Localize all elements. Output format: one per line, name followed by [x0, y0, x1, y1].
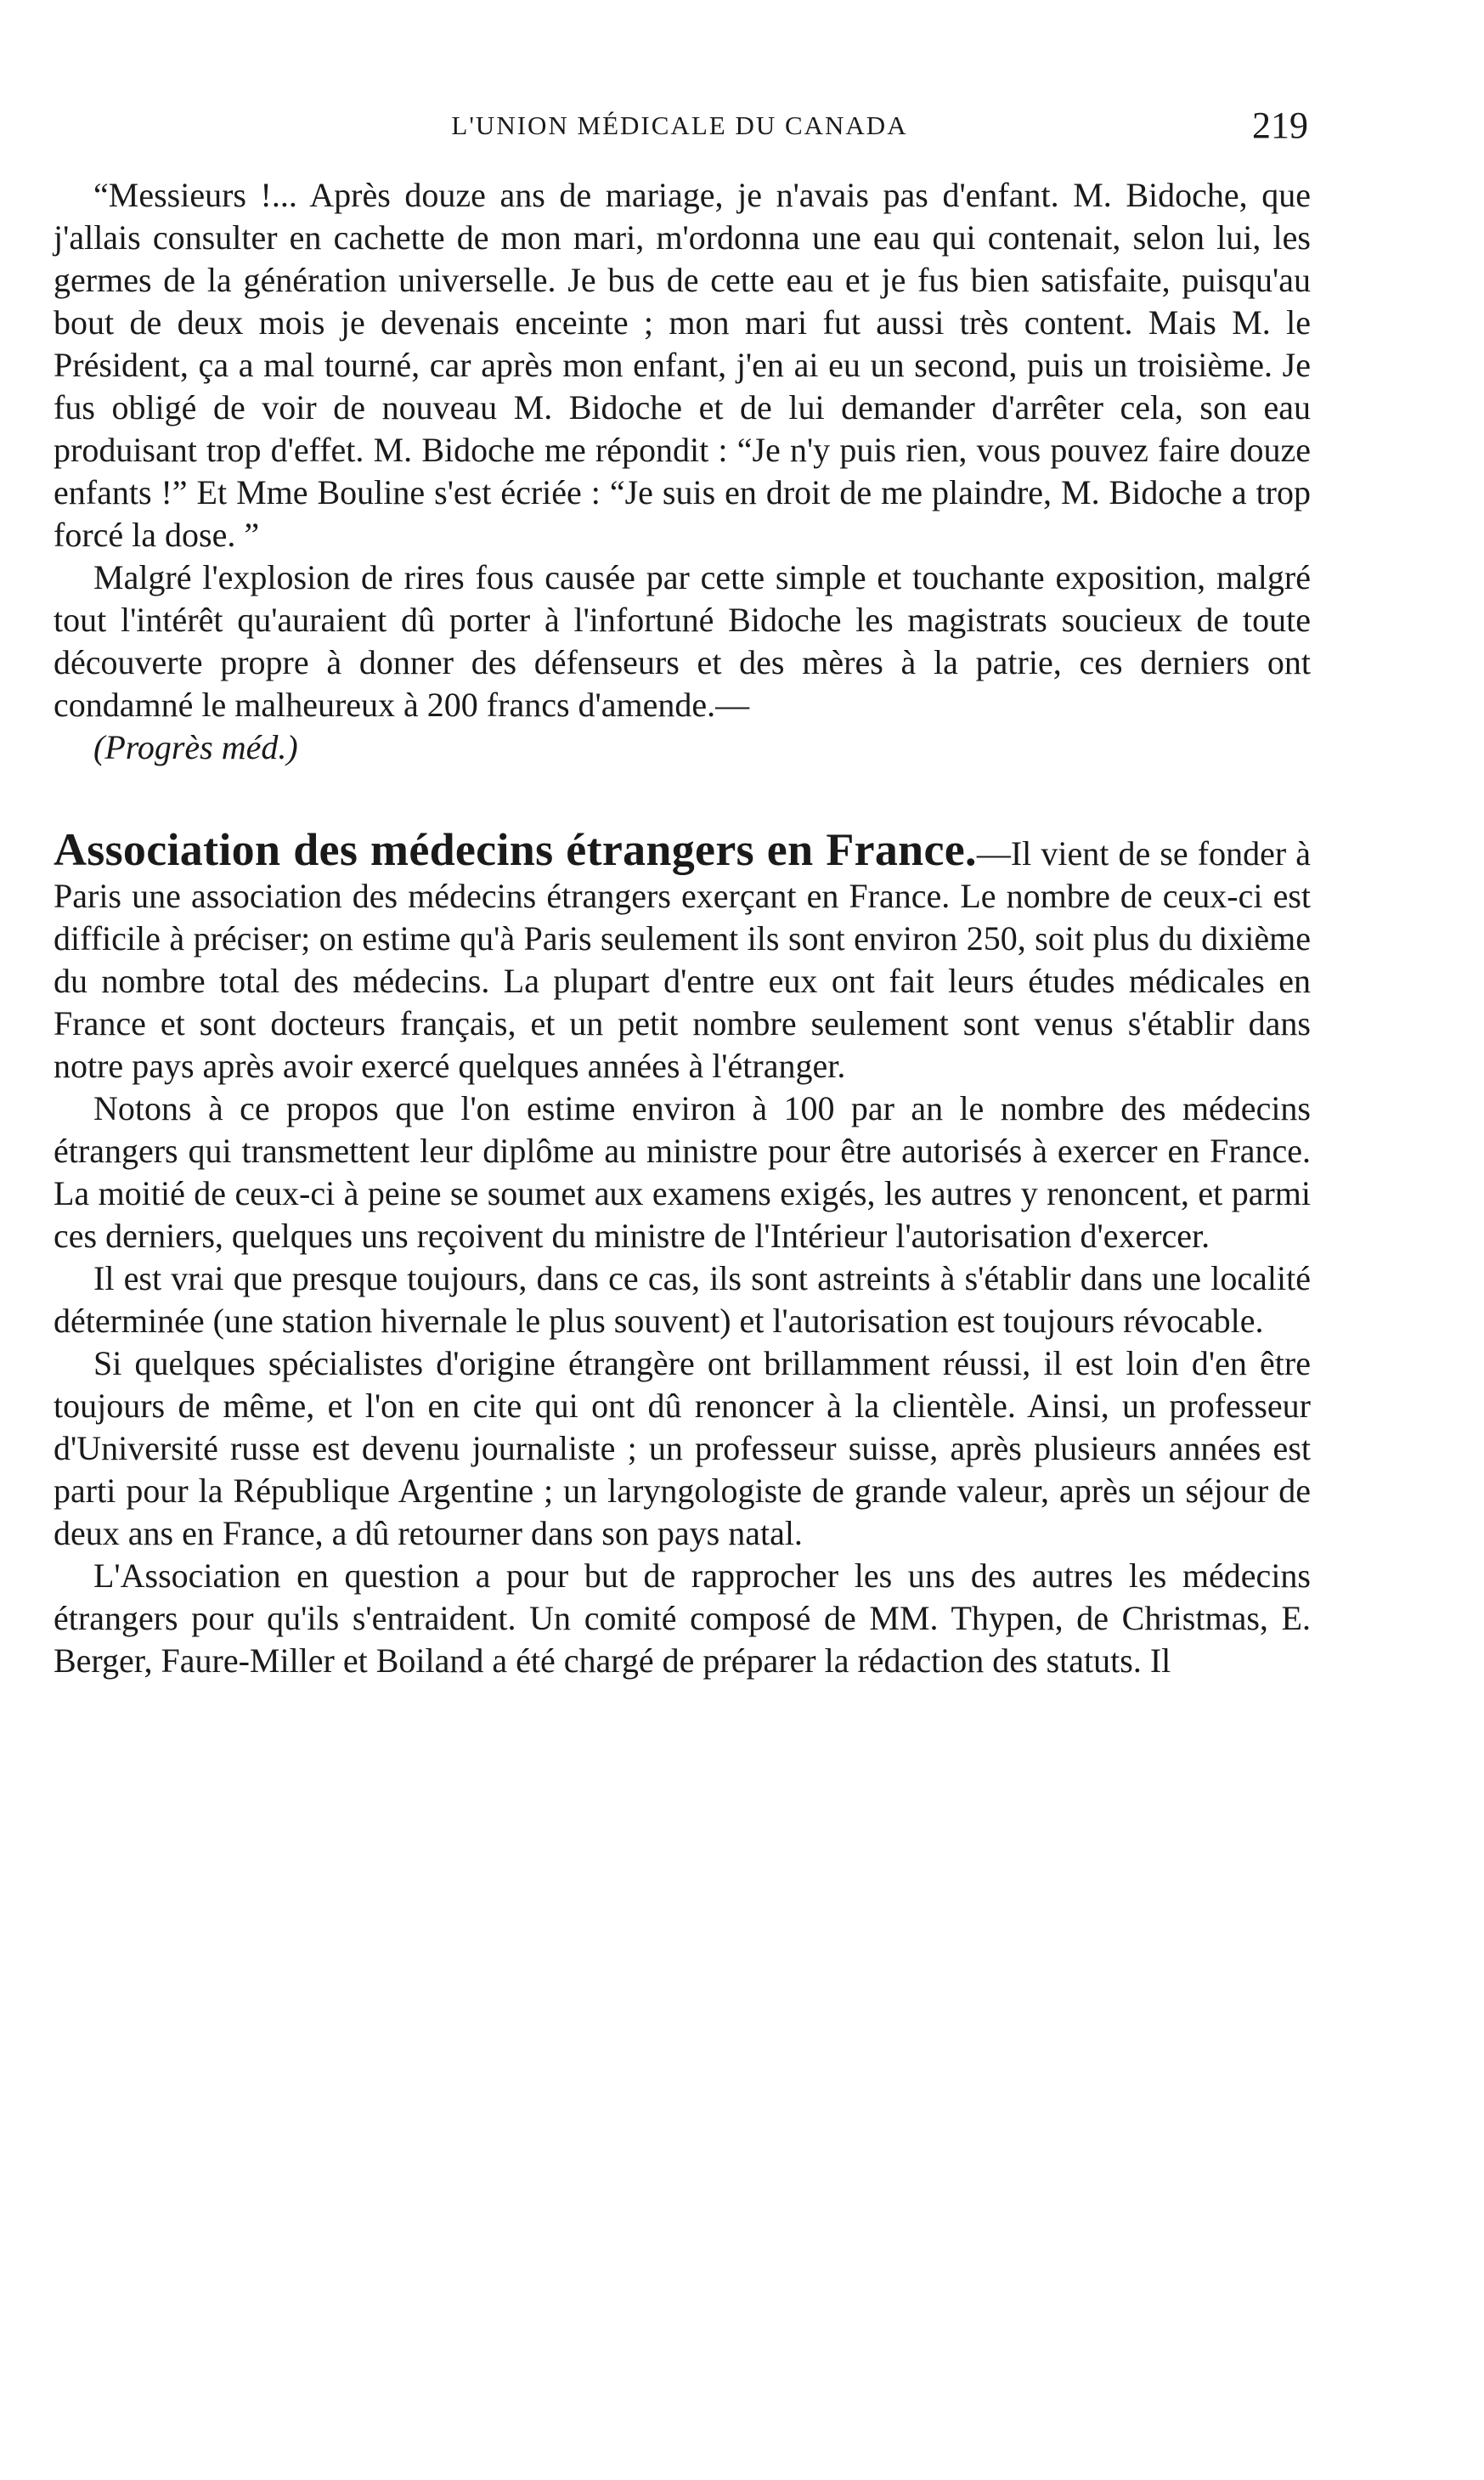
article-lead-text: —Il vient de se fonder à Paris une association des médecins étrangers exerçant en France. Le nombre de ceux-ci est difficile à préciser; on estime qu'à Paris seulement ils sont environ 250, soit plus du dixième du nombre total des médecins. La plupart d'entre eux ont fait leurs études médicales en France et sont docteurs français, et un petit nombre seulement sont venus s'établir dans notre pays après avoir exercé quelques années à l'étranger.	[54, 834, 1311, 1085]
verdict-paragraph: Malgré l'explosion de rires fous causée par cette simple et touchante exposition, malgré tout l'intérêt qu'auraient dû porter à l'infortuné Bidoche les magistrats soucieux de toute découverte propre à donner des défenseurs et des mères à la patrie, ces derniers ont condamné le malheureux à 200 francs d'amende.—	[54, 558, 1311, 724]
body-text	[54, 174, 1311, 1682]
article-paragraph: L'Association en question a pour but de rapprocher les uns des autres les médecins étrangers pour qu'ils s'entraident. Un comité composé de MM. Thypen, de Christmas, E. Berger, Faure-Miller et Boiland a été chargé de préparer la rédaction des statuts. Il	[54, 1556, 1311, 1680]
journal-title: L'UNION MÉDICALE DU CANADA	[451, 110, 908, 140]
section-spacer	[54, 769, 1311, 828]
running-header	[51, 100, 1308, 151]
article-heading: Association des médecins étrangers en France.	[54, 824, 977, 875]
article-paragraph: Notons à ce propos que l'on estime environ à 100 par an le nombre des médecins étrangers qui transmettent leur diplôme au ministre pour être autorisés à exercer en France. La moitié de ceux-ci à peine se soumet aux examens exigés, les autres y renoncent, et parmi ces derniers, quelques uns reçoivent du ministre de l'Intérieur l'autorisation d'exercer.	[54, 1089, 1311, 1255]
source-citation: (Progrès méd.)	[93, 728, 298, 766]
quoted-testimony-paragraph: “Messieurs !... Après douze ans de mariage, je n'avais pas d'enfant. M. Bidoche, que j'allais consulter en cachette de mon mari, m'ordonna une eau qui contenait, selon lui, les germes de la génération universelle. Je bus de cette eau et je fus bien satisfaite, puisqu'au bout de deux mois je devenais enceinte ; mon mari fut aussi très content. Mais M. le Président, ça a mal tourné, car après mon enfant, j'en ai eu un second, puis un troisième. Je fus obligé de voir de nouveau M. Bidoche et de lui demander d'arrêter cela, son eau produisant trop d'effet. M. Bidoche me répondit : “Je n'y puis rien, vous pouvez faire douze enfants !” Et Mme Bouline s'est écriée : “Je suis en droit de me plaindre, M. Bidoche a trop forcé la dose. ”	[54, 176, 1311, 554]
article-lead-paragraph	[54, 824, 1311, 1087]
article-paragraph: Si quelques spécialistes d'origine étrangère ont brillamment réussi, il est loin d'en être toujours de même, et l'on en cite qui ont dû renoncer à la clientèle. Ainsi, un professeur d'Université russe est devenu journaliste ; un professeur suisse, après plusieurs années est parti pour la République Argentine ; un laryngologiste de grande valeur, après un séjour de deux ans en France, a dû retourner dans son pays natal.	[54, 1344, 1311, 1552]
page-number: 219	[1252, 105, 1308, 146]
article-paragraph: Il est vrai que presque toujours, dans ce cas, ils sont astreints à s'établir dans une localité déterminée (une station hivernale le plus souvent) et l'autorisation est toujours révocable.	[54, 1259, 1311, 1340]
